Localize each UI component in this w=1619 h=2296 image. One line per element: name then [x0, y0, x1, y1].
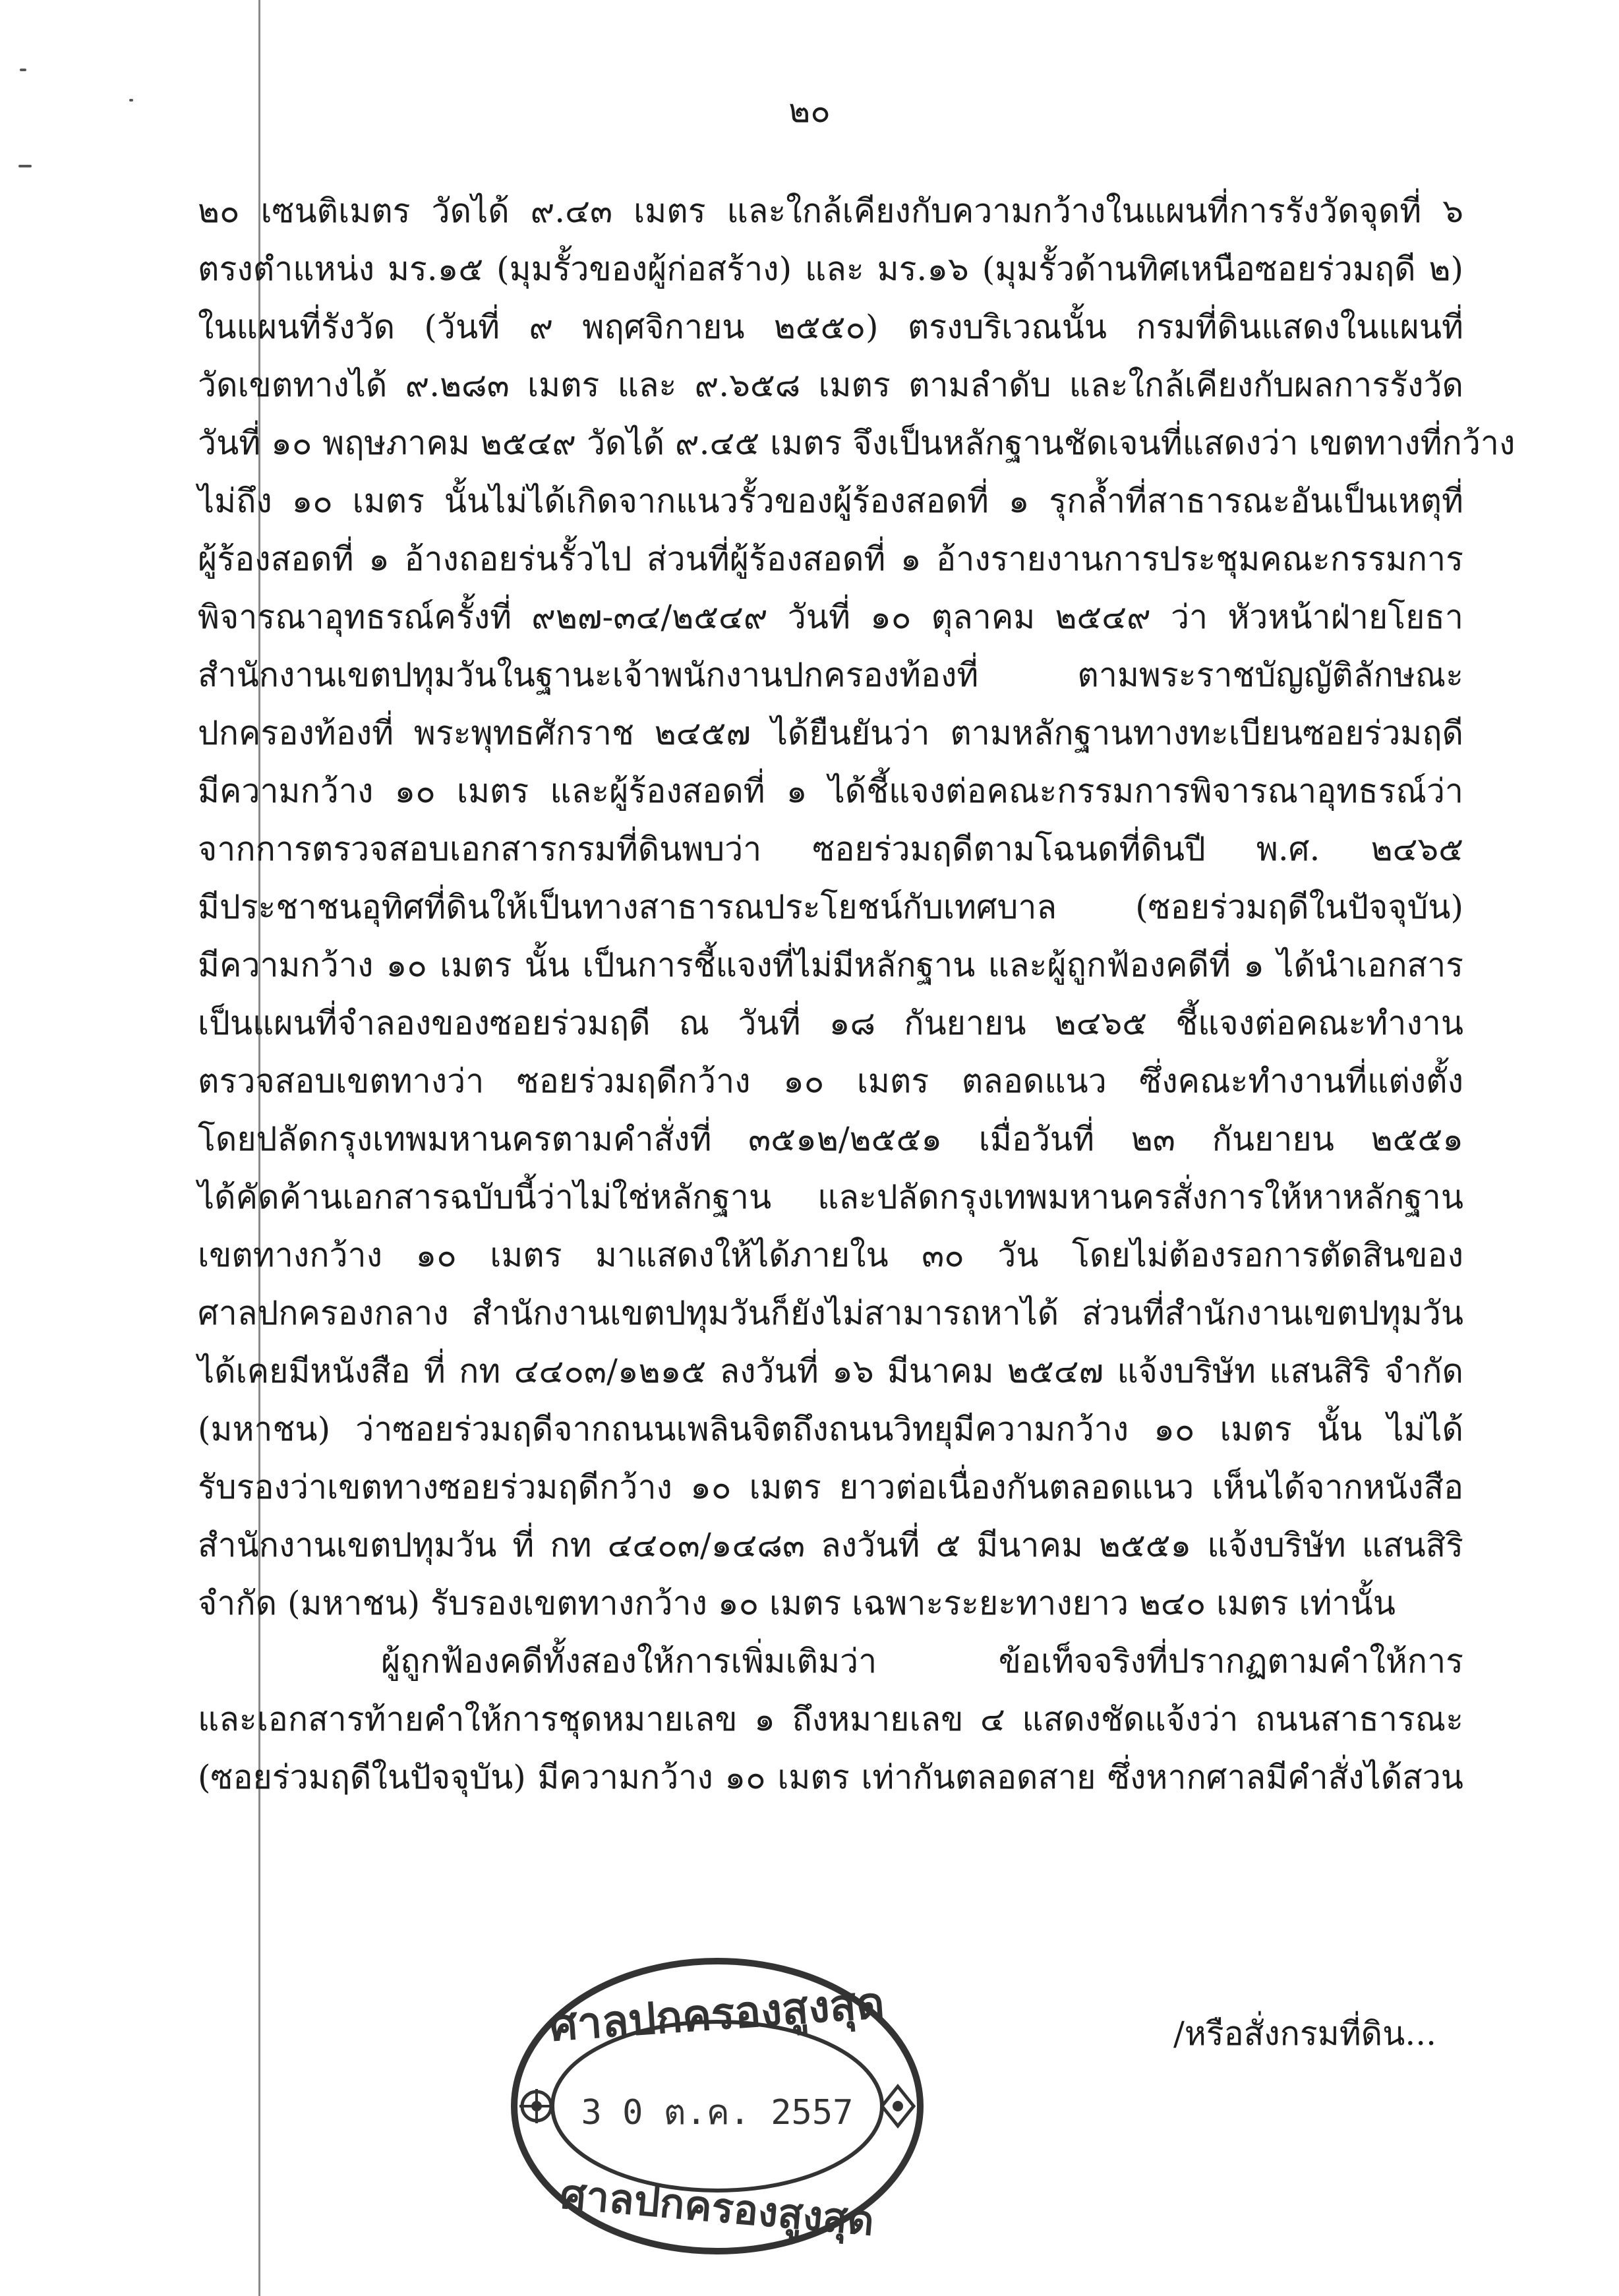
body-line: ไม่ถึง ๑๐ เมตร นั้นไม่ได้เกิดจากแนวรั้วของผู้ร้องสอดที่ ๑ รุกล้ำที่สาธารณะอันเป็นเหตุที่ [198, 482, 1463, 520]
court-stamp [506, 1951, 928, 2261]
body-line: (มหาชน) ว่าซอยร่วมฤดีจากถนนเพลินจิตถึงถนนวิทยุมีความกว้าง ๑๐ เมตร นั้น ไม่ได้ [198, 1410, 1463, 1448]
body-line: ผู้ร้องสอดที่ ๑ อ้างถอยร่นรั้วไป ส่วนที่ผู้ร้องสอดที่ ๑ อ้างรายงานการประชุมคณะกรรมการ [198, 540, 1463, 578]
scan-speck [18, 165, 32, 167]
stamp-emblem-right-icon [882, 2086, 914, 2126]
body-line: มีความกว้าง ๑๐ เมตร และผู้ร้องสอดที่ ๑ ได้ชี้แจงต่อคณะกรรมการพิจารณาอุทธรณ์ว่า [198, 772, 1463, 810]
scan-speck [20, 69, 26, 71]
next-page-continuation: /หรือสั่งกรมที่ดิน... [1173, 2015, 1436, 2053]
body-line: ๒๐ เซนติเมตร วัดได้ ๙.๔๓ เมตร และใกล้เคียงกับความกว้างในแผนที่การรังวัดจุดที่ ๖ [198, 192, 1463, 230]
body-line: ตรวจสอบเขตทางว่า ซอยร่วมฤดีกว้าง ๑๐ เมตร ตลอดแนว ซึ่งคณะทำงานที่แต่งตั้ง [198, 1062, 1463, 1100]
body-line: จากการตรวจสอบเอกสารกรมที่ดินพบว่า ซอยร่วมฤดีตามโฉนดที่ดินปี พ.ศ. ๒๔๖๕ [198, 830, 1463, 868]
body-line: เป็นแผนที่จำลองของซอยร่วมฤดี ณ วันที่ ๑๘ กันยายน ๒๔๖๕ ชี้แจงต่อคณะทำงาน [198, 1004, 1463, 1042]
body-line: ในแผนที่รังวัด (วันที่ ๙ พฤศจิกายน ๒๕๕๐) ตรงบริเวณนั้น กรมที่ดินแสดงในแผนที่ [198, 308, 1463, 346]
body-line: พิจารณาอุทธรณ์ครั้งที่ ๙๒๗-๓๔/๒๕๔๙ วันที่ ๑๐ ตุลาคม ๒๕๔๙ ว่า หัวหน้าฝ่ายโยธา [198, 598, 1463, 636]
body-line: จำกัด (มหาชน) รับรองเขตทางกว้าง ๑๐ เมตร เฉพาะระยะทางยาว ๒๔๐ เมตร เท่านั้น [198, 1584, 1396, 1622]
body-line: สำนักงานเขตปทุมวันในฐานะเจ้าพนักงานปกครองท้องที่ ตามพระราชบัญญัติลักษณะ [198, 656, 1463, 694]
body-line: มีความกว้าง ๑๐ เมตร นั้น เป็นการชี้แจงที่ไม่มีหลักฐาน และผู้ถูกฟ้องคดีที่ ๑ ได้นำเอกสาร [198, 946, 1463, 984]
stamp-date: 3 0 ต.ค. 2557 [581, 2093, 854, 2133]
body-line: ศาลปกครองกลาง สำนักงานเขตปทุมวันก็ยังไม่สามารถหาได้ ส่วนที่สำนักงานเขตปทุมวัน [198, 1294, 1463, 1332]
body-line: ตรงตำแหน่ง มร.๑๕ (มุมรั้วของผู้ก่อสร้าง) และ มร.๑๖ (มุมรั้วด้านทิศเหนือซอยร่วมฤดี ๒) [198, 250, 1463, 288]
body-line: ได้คัดค้านเอกสารฉบับนี้ว่าไม่ใช่หลักฐาน และปลัดกรุงเทพมหานครสั่งการให้หาหลักฐาน [198, 1178, 1463, 1216]
page-number: ๒๐ [788, 92, 831, 130]
body-line: สำนักงานเขตปทุมวัน ที่ กท ๔๔๐๓/๑๔๘๓ ลงวันที่ ๕ มีนาคม ๒๕๕๑ แจ้งบริษัท แสนสิริ [198, 1526, 1463, 1564]
body-line: และเอกสารท้ายคำให้การชุดหมายเลข ๑ ถึงหมายเลข ๔ แสดงชัดแจ้งว่า ถนนสาธารณะ [198, 1700, 1463, 1738]
stamp-emblem-left-icon [519, 2089, 554, 2123]
body-line: (ซอยร่วมฤดีในปัจจุบัน) มีความกว้าง ๑๐ เมตร เท่ากันตลอดสาย ซึ่งหากศาลมีคำสั่งได้สวน [198, 1758, 1463, 1796]
paragraph-first-line: ผู้ถูกฟ้องคดีทั้งสองให้การเพิ่มเติมว่า ข้อเท็จจริงที่ปรากฏตามคำให้การ [381, 1642, 1463, 1680]
body-line: วัดเขตทางได้ ๙.๒๘๓ เมตร และ ๙.๖๕๘ เมตร ตามลำดับ และใกล้เคียงกับผลการรังวัด [198, 366, 1463, 404]
body-line: โดยปลัดกรุงเทพมหานครตามคำสั่งที่ ๓๕๑๒/๒๕๕๑ เมื่อวันที่ ๒๓ กันยายน ๒๕๕๑ [198, 1120, 1463, 1158]
body-line: ปกครองท้องที่ พระพุทธศักราช ๒๔๕๗ ได้ยืนยันว่า ตามหลักฐานทางทะเบียนซอยร่วมฤดี [198, 714, 1463, 752]
body-line: ได้เคยมีหนังสือ ที่ กท ๔๔๐๓/๑๒๑๕ ลงวันที่ ๑๖ มีนาคม ๒๕๔๗ แจ้งบริษัท แสนสิริ จำกัด [198, 1352, 1463, 1390]
body-line: เขตทางกว้าง ๑๐ เมตร มาแสดงให้ได้ภายใน ๓๐ วัน โดยไม่ต้องรอการตัดสินของ [198, 1236, 1463, 1274]
stamp-top-text: ศาลปกครองสูงสุด [548, 1977, 886, 2051]
body-line: วันที่ ๑๐ พฤษภาคม ๒๕๔๙ วัดได้ ๙.๔๕ เมตร จึงเป็นหลักฐานชัดเจนที่แสดงว่า เขตทางที่กว้าง [198, 424, 1516, 462]
body-line: มีประชาชนอุทิศที่ดินให้เป็นทางสาธารณประโยชน์กับเทศบาล (ซอยร่วมฤดีในปัจจุบัน) [198, 888, 1463, 926]
body-line: รับรองว่าเขตทางซอยร่วมฤดีกว้าง ๑๐ เมตร ยาวต่อเนื่องกันตลอดแนว เห็นได้จากหนังสือ [198, 1468, 1463, 1506]
stamp-bottom-text: ศาลปกครองสูงสุด [558, 2169, 877, 2245]
